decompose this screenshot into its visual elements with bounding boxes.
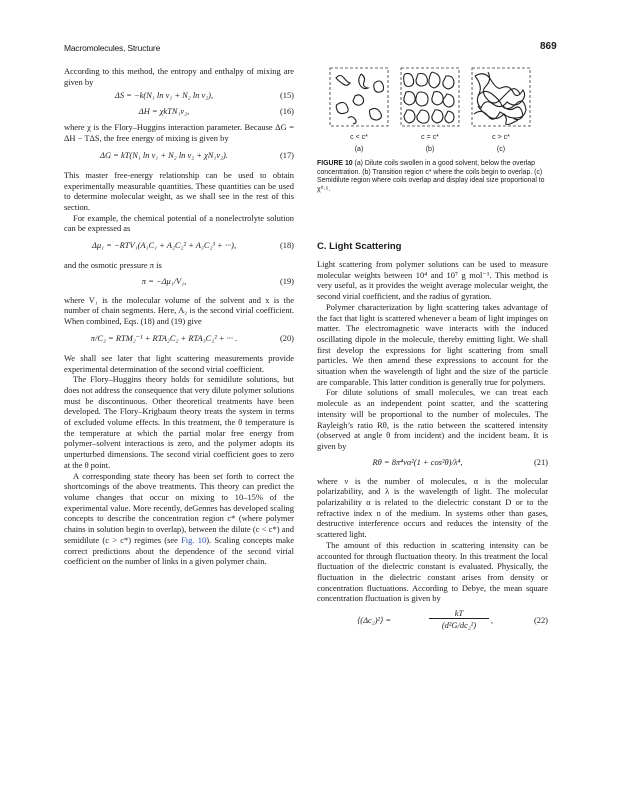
paragraph-text: ). Scaling concepts make correct predictions about the dependence of the second virial coefficient on the number of links in a given polymer chain. [64,534,294,567]
equation-16 [64,106,294,119]
equation-number: (19) [279,275,294,286]
paragraph: Light scattering from polymer solutions can be used to measure molecular weights between 10⁴ and 10⁷ g mol⁻¹. This method is very useful, as it provides the weight average molecular weight, the second virial coefficient, and the radius of gyration. [317,259,548,302]
paragraph [64,471,294,567]
equation-18 [64,240,294,253]
caption-text: (a) Dilute coils swollen in a good solvent, below the overlap concentration. (b) Transition region c* where the coils begin to overlap. (c) Semidilute region where coils overlap and display ideal size proportional to χ⁰·⁵. [317,160,545,193]
equation-tail: , [491,615,494,626]
figure-10-link[interactable]: Fig. 10 [181,534,207,545]
paragraph: We shall see later that light scattering measurements provide experimental determination of the second virial coefficient. [64,352,294,374]
equation-formula: Δμ₁ = −RTV₁(A₁C₁ + A₂C₂² + A₃C₂³ + ···), [91,240,237,251]
paragraph: This master free-energy relationship can be used to obtain experimentally measurable quantities. These quantities can be used to determine molecular weight, as we shall see in the rest of this section. [64,169,294,212]
equation-formula: π = −Δμ₁/V₁, [141,275,187,286]
figure-10 [328,66,533,154]
paragraph: According to this method, the entropy and enthalpy of mixing are given by [64,66,294,87]
panel-a-condition: c < c* [350,134,368,141]
equation-number: (16) [279,106,294,117]
equation-20 [64,333,294,346]
paragraph: where χ is the Flory–Huggins interaction parameter. Because ΔG = ΔH − TΔS, the free energy of mixing is given by [64,122,294,144]
equation-denominator: (d²G/dc₂²) [441,620,477,631]
paragraph: Polymer characterization by light scattering takes advantage of the fact that light is scattered whenever a beam of light impinges on matter. The electromagnetic wave interacts with the induced oscillating dipole in the molecule, thereby emitting light. We shall first develop the expressions for light scattering from small particles. We then amend these expressions to account for the situation when the wavelength of light and the size of the particle are comparable. This latter condition is generally true for polymers. [317,301,548,387]
paragraph: The Flory–Huggins theory holds for semidilute solutions, but does not address the consequence that very dilute polymer solutions must be discontinuous. Other theoretical treatments have been developed. The Flory–Krigbaum theory treats the system in terms of excluded volume effects. In this treatment, the θ temperature is the temperature at which the partial molar free energy from polymer–solvent interactions is zero, and the polymer adopts its unperturbed dimensions. The second virial coefficient goes to zero at the θ point. [64,374,294,470]
paragraph: where ν is the number of molecules, α is the molecular polarizability, and λ is the wavelength of light. The molecular polarizability α is related to the dielectric constant D or to the refractive index n of the medium. In systems other than gases, destructive interference occurs and reduces the intensity of the scattered light. [317,475,548,540]
equation-17 [64,150,294,163]
equation-number: (22) [533,615,548,626]
caption-title: FIGURE 10 [317,160,353,167]
equation-21 [317,457,548,470]
figure-caption [317,160,548,194]
page-number: 869 [540,41,557,52]
right-column [317,242,548,633]
paragraph: For dilute solutions of small molecules, we can treat each molecule as an independent point scatter, and the scattering intensity will be proportional to the number of molecules. The Rayleigh’s ratio Rθ, is the ratio between the scattered intensity (observed at angle θ from incident) and the incident beam. It is given by [317,387,548,451]
panel-a-label: (a) [354,146,364,153]
equation-15 [64,90,294,103]
panel-b-label: (b) [425,146,435,153]
paragraph: where V₁ is the molecular volume of the solvent and x is the number of chain segments. Here, A₂ is the second virial coefficient. When combined, Eqs. (18) and (19) give [64,294,294,327]
equation-number: (18) [279,240,294,251]
panel-a-coils [336,74,384,124]
journal-header: Macromolecules, Structure [64,43,161,53]
equation-formula: Rθ = 8π⁴να²(1 + cos²θ)/λ⁴, [372,456,463,467]
left-column [64,66,294,567]
panel-b-condition: c = c* [421,134,439,141]
equation-formula: π/C₂ = RTM₂⁻¹ + RTA₂C₂ + RTA₃C₂² + ··· . [90,332,238,343]
section-title: C. Light Scattering [317,241,402,252]
equation-numerator: kT [429,608,489,619]
equation-formula: ΔS = −k(N₁ ln v₁ + N₂ ln v₂), [114,90,214,101]
panel-c-condition: c > c* [492,134,510,141]
paragraph: For example, the chemical potential of a nonelectrolyte solution can be expressed as [64,212,294,234]
panel-b-coils [404,72,454,123]
equation-formula: ΔH = χkTN₁v₂, [138,106,190,117]
equation-number: (20) [279,332,294,343]
equation-number: (17) [279,149,294,160]
equation-22 [317,607,548,633]
panel-c-coils [474,72,526,125]
paragraph-text: A corresponding state theory has been set forth to correct the shortcomings of the above treatments. This theory can predict the volume changes that occur on mixing to 10–15% of the experimental value. More recently, deGennes has developed scaling concepts to describe the concentration region c* (where polymer chains in solution begin to overlap), between the dilute (c < c*) and semidilute (c > c*) regimes (see [64,470,294,545]
equation-number: (15) [279,90,294,101]
paragraph: and the osmotic pressure π is [64,260,162,271]
panel-c-label: (c) [496,146,506,153]
equation-number: (21) [533,456,548,467]
equation-formula: ΔG = kT(N₁ ln v₁ + N₂ ln v₂ + χN₁v₂). [100,149,228,160]
equation-19 [64,276,294,289]
equation-lhs: ⟨(Δc₂)²⟩ = [357,615,392,626]
paragraph: The amount of this reduction in scattering intensity can be accounted for through fluctuation theory. In this treatment the local fluctuation of the dielectric constant is evaluated. Physically, the fluctuation in the dielectric constant arises from density or concentration fluctuations. According to Debye, the mean square concentration fluctuation is given by [317,539,548,604]
